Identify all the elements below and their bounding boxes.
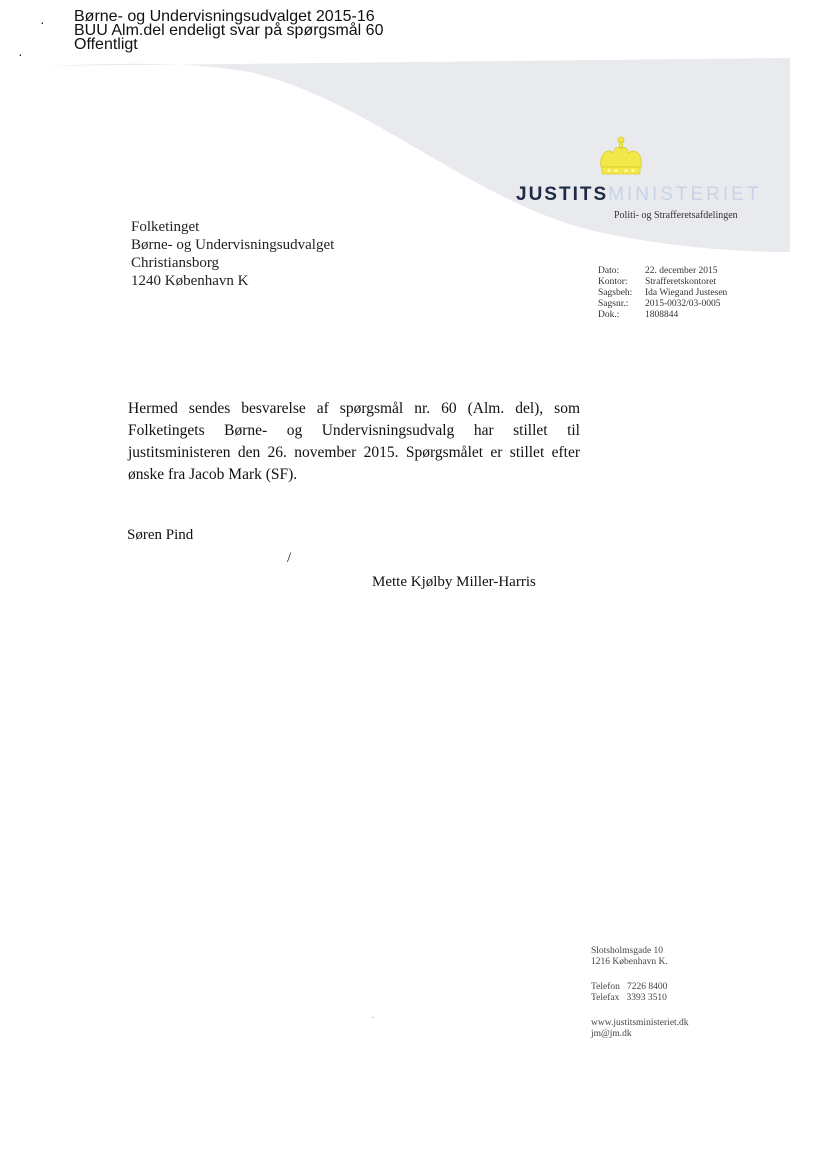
meta-value: 2015-0032/03-0005 [645, 299, 721, 309]
scan-speck [372, 1017, 374, 1018]
recipient-line: Folketinget [131, 219, 200, 235]
website-line: www.justitsministeriet.dk [591, 1018, 689, 1028]
stamp-answer: BUU Alm.del endeligt svar på spørgsmål 60 [74, 22, 384, 39]
ministry-logo [516, 184, 761, 206]
stamp-committee: Børne- og Undervisningsudvalget 2015-16 [74, 8, 375, 25]
recipient-line: 1240 København K [131, 273, 249, 289]
recipient-address [131, 218, 334, 290]
address-line: 1216 København K. [591, 957, 668, 967]
department-name: Politi- og Strafferetsafdelingen [614, 210, 738, 221]
phone-line: Telefon 7226 8400 [591, 982, 668, 992]
meta-label: Sagsbeh: [598, 288, 633, 298]
email-line: jm@jm.dk [591, 1029, 632, 1039]
signer-minister: Søren Pind [127, 527, 194, 543]
ministry-contact [591, 946, 689, 1040]
signature-separator: / [287, 550, 292, 566]
meta-row [598, 310, 727, 321]
fax-line: Telefax 3393 3510 [591, 993, 667, 1003]
document-stamp [74, 10, 383, 52]
recipient-line: Børne- og Undervisningsudvalget [131, 237, 335, 253]
scan-mark: · [18, 46, 23, 62]
meta-row [598, 266, 727, 277]
meta-label: Dato: [598, 266, 620, 276]
logo-word-bold: JUSTITS [516, 184, 609, 205]
document-metadata [598, 266, 727, 321]
address-line: Slotsholmsgade 10 [591, 946, 664, 956]
meta-value: 22. december 2015 [645, 266, 718, 276]
meta-value: 1808844 [645, 310, 679, 320]
meta-label: Sagsnr.: [598, 299, 629, 309]
meta-value: Ida Wiegand Justesen [645, 288, 728, 298]
scan-mark: · [40, 14, 45, 30]
meta-value: Strafferetskontoret [645, 277, 717, 287]
crown-icon [597, 135, 645, 179]
logo-word-light: MINISTERIET [608, 184, 762, 205]
stamp-public: Offentligt [74, 36, 138, 53]
signer-official: Mette Kjølby Miller-Harris [372, 574, 536, 590]
meta-row [598, 288, 727, 299]
meta-label: Dok.: [598, 310, 620, 320]
meta-label: Kontor: [598, 277, 628, 287]
letter-body: Hermed sendes besvarelse af spørgsmål nr. 60 (Alm. del), som Folketingets Børne- og Undervisningsudvalg har stillet til justitsministeren den 26. november 2015. Spørgsmålet er stillet efter ønske fra Jacob Mark (SF). [128, 400, 580, 483]
meta-row [598, 299, 727, 310]
recipient-line: Christiansborg [131, 255, 220, 271]
meta-row [598, 277, 727, 288]
